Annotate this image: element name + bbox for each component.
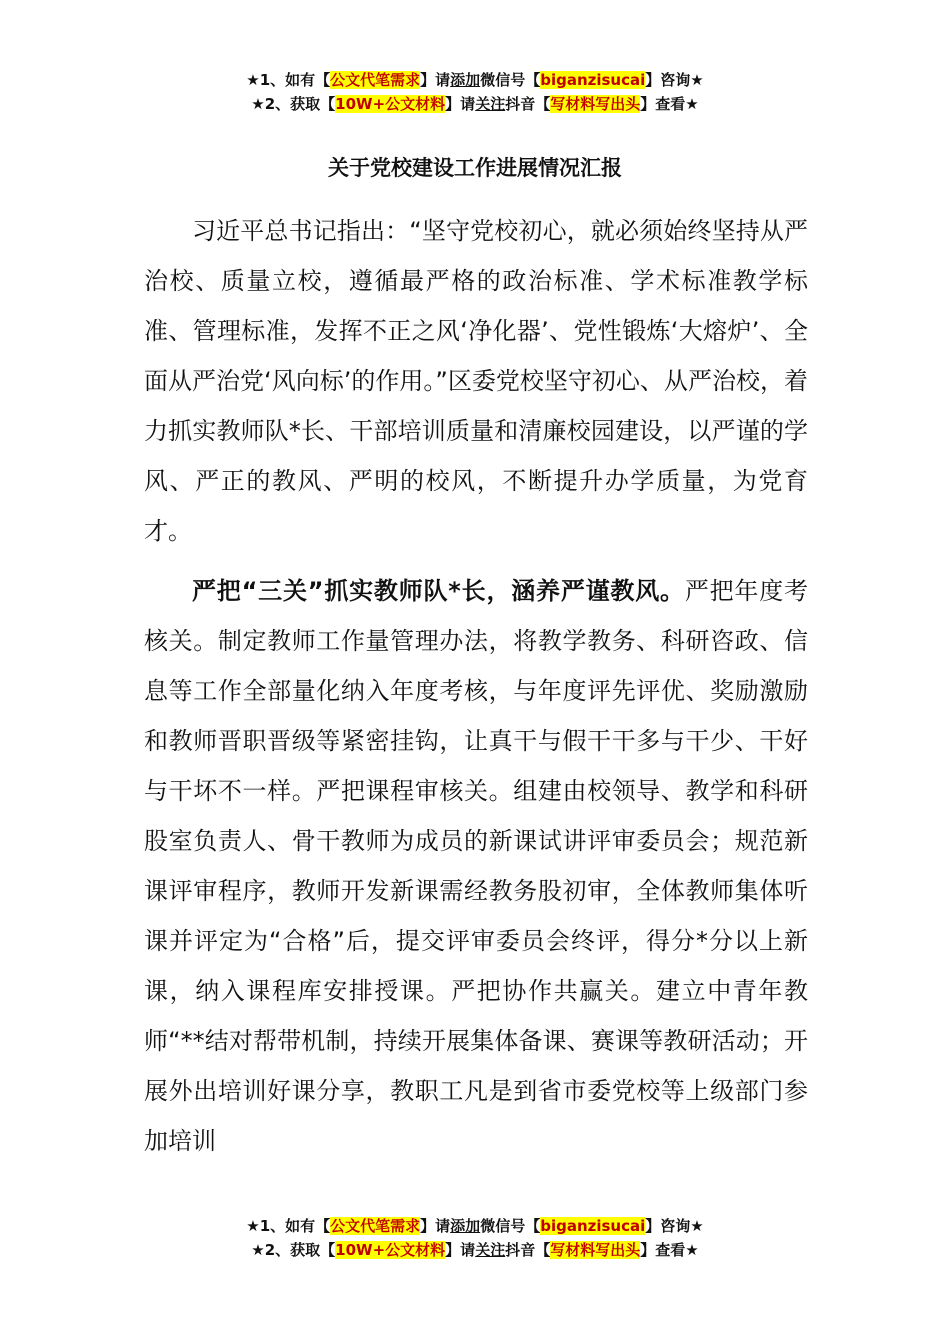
paragraph-intro: 习近平总书记指出：“坚守党校初心，就必须始终坚持从严治校、质量立校，遵循最严格的政治标准、学术标准教学标准、管理标准，发挥不正之风‘净化器’、党性锻炼‘大熔炉’、全面从严治党‘风向标’的作用。”区委党校坚守初心、从严治校，着力抓实教师队*长、干部培训质量和清廉校园建设，以严谨的学风、严正的教风、严明的校风，不断提升办学质量，为党育才。 xyxy=(144,217,808,545)
promo-text: 抖音【 xyxy=(505,1241,551,1259)
promo-text: 】咨询 xyxy=(645,1217,691,1235)
promo-line-1 xyxy=(0,68,950,92)
promo-text: 微信号【 xyxy=(480,1217,541,1235)
promo-text: 】请 xyxy=(420,1217,451,1235)
promo-line-2 xyxy=(0,1238,950,1262)
promo-emphasis: 添加 xyxy=(450,1217,481,1235)
promo-text: 】请 xyxy=(445,95,476,113)
promo-text: 】查看 xyxy=(640,1241,686,1259)
promo-text: 1、如有【 xyxy=(259,1217,331,1235)
star-icon: ★ xyxy=(251,95,265,113)
promo-text: 】请 xyxy=(420,71,451,89)
paragraph-teacher-team xyxy=(144,566,808,1166)
paragraph-lead: 严把“三关”抓实教师队*长，涵养严谨教风。 xyxy=(192,577,685,605)
promo-highlight: 写材料写出头 xyxy=(550,1241,641,1259)
star-icon: ★ xyxy=(685,95,699,113)
promo-text: 】请 xyxy=(445,1241,476,1259)
promo-highlight: 公文代笔需求 xyxy=(330,1217,421,1235)
promo-text: 1、如有【 xyxy=(259,71,331,89)
promo-line-1 xyxy=(0,1214,950,1238)
promo-text: 2、获取【 xyxy=(264,95,336,113)
star-icon: ★ xyxy=(690,1217,704,1235)
promo-text: 】查看 xyxy=(640,95,686,113)
star-icon: ★ xyxy=(246,1217,260,1235)
star-icon: ★ xyxy=(690,71,704,89)
promo-line-2 xyxy=(0,92,950,116)
promo-text: 抖音【 xyxy=(505,95,551,113)
document-title: 关于党校建设工作进展情况汇报 xyxy=(328,156,622,180)
promo-text: 微信号【 xyxy=(480,71,541,89)
promo-highlight: 10W+公文材料 xyxy=(335,1241,446,1259)
promo-emphasis: 关注 xyxy=(475,1241,506,1259)
star-icon: ★ xyxy=(685,1241,699,1259)
promo-emphasis: 关注 xyxy=(475,95,506,113)
star-icon: ★ xyxy=(251,1241,265,1259)
promo-highlight: 公文代笔需求 xyxy=(330,71,421,89)
paragraph-body: 严把年度考核关。制定教师工作量管理办法，将教学教务、科研咨政、信息等工作全部量化纳入年度考核，与年度评先评优、奖励激励和教师晋职晋级等紧密挂钩，让真干与假干干多与干少、干好与干坏不一样。严把课程审核关。组建由校领导、教学和科研股室负责人、骨干教师为成员的新课试讲评审委员会；规范新课评审程序，教师开发新课需经教务股初审，全体教师集体听课并评定为“合格”后，提交评审委员会终评，得分*分以上新课，纳入课程库安排授课。严把协作共赢关。建立中青年教师“**结对帮带机制，持续开展集体备课、赛课等教研活动；开展外出培训好课分享，教职工凡是到省市委党校等上级部门参加培训 xyxy=(144,577,808,1155)
promo-banner-bottom xyxy=(0,1214,950,1262)
promo-banner-top xyxy=(0,68,950,116)
star-icon: ★ xyxy=(246,71,260,89)
promo-highlight: 10W+公文材料 xyxy=(335,95,446,113)
promo-highlight: biganzisucai xyxy=(540,71,646,89)
promo-text: 】咨询 xyxy=(645,71,691,89)
promo-highlight: biganzisucai xyxy=(540,1217,646,1235)
promo-emphasis: 添加 xyxy=(450,71,481,89)
promo-text: 2、获取【 xyxy=(264,1241,336,1259)
promo-highlight: 写材料写出头 xyxy=(550,95,641,113)
